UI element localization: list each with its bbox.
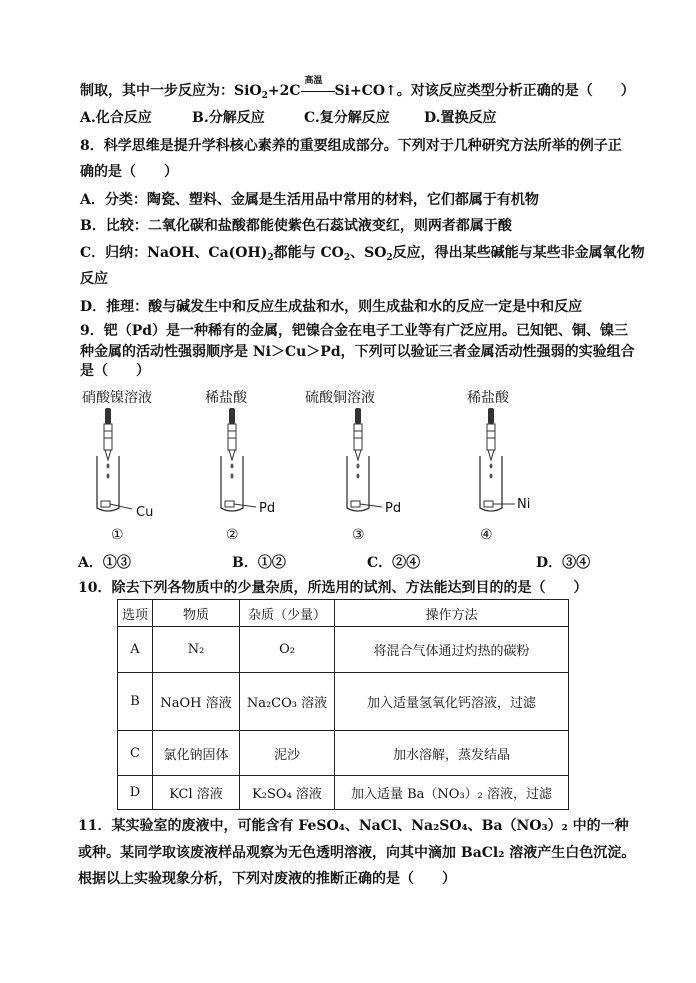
tube-2-reagent: 稀盐酸 bbox=[205, 390, 247, 406]
row-d-option: D bbox=[118, 776, 153, 810]
row-c-substance: 氯化钠固体 bbox=[153, 731, 240, 776]
q7-text-pre: 制取，其中一步反应为：SiO bbox=[80, 83, 262, 99]
q10-stem: 10．除去下列各物质中的少量杂质，所选用的试剂、方法能达到目的的是（ ） bbox=[78, 580, 588, 596]
q8-c-sub3: 2 bbox=[386, 253, 393, 263]
q7-option-b: B.分解反应 bbox=[192, 110, 265, 126]
q11-line-2: 或种。某同学取该废液样品观察为无色透明溶液，向其中滴加 BaCl₂ 溶液产生白色沉淀。 bbox=[78, 845, 636, 861]
q8-option-b: B．比较：二氧化碳和盐酸都能使紫色石蕊试液变红，则两者都属于酸 bbox=[80, 218, 512, 234]
tube-1-number: ① bbox=[111, 527, 124, 543]
q9-answer-b: B．①② bbox=[232, 555, 286, 571]
q11-line-1: 11．某实验室的废液中，可能含有 FeSO₄、NaCl、Na₂SO₄、Ba（NO₃）₂ 中的一种 bbox=[78, 818, 629, 834]
dropper-tube-4 bbox=[480, 408, 515, 511]
q10-table bbox=[117, 599, 569, 810]
row-c-method: 加水溶解，蒸发结晶 bbox=[335, 731, 569, 776]
tube-1-reagent: 硝酸镍溶液 bbox=[82, 390, 152, 406]
row-b-impurity: Na₂CO₃ 溶液 bbox=[240, 673, 335, 731]
tube-2-metal: Pd bbox=[259, 501, 276, 516]
tube-4-metal: Ni bbox=[517, 497, 531, 512]
row-c-impurity: 泥沙 bbox=[240, 731, 335, 776]
table-header-row bbox=[118, 600, 569, 627]
row-d-impurity: K₂SO₄ 溶液 bbox=[240, 776, 335, 810]
table-row bbox=[118, 673, 569, 731]
table-row bbox=[118, 627, 569, 673]
q8-c-pre: C．归纳：NaOH、Ca(OH) bbox=[80, 245, 268, 261]
q8-c-post: 反应，得出某些碱能与某些非金属氧化物 bbox=[392, 245, 645, 261]
q7-options bbox=[80, 109, 497, 127]
header-impurity: 杂质（少量） bbox=[240, 600, 335, 627]
row-b-substance: NaOH 溶液 bbox=[153, 673, 240, 731]
q9-answer-d: D．③④ bbox=[536, 555, 591, 571]
q7-text-plus: +2C bbox=[267, 83, 301, 99]
q7-text-post: Si+CO↑。对该反应类型分析正确的是（ ） bbox=[334, 83, 635, 99]
tube-3-reagent: 硫酸铜溶液 bbox=[305, 390, 375, 406]
q8-stem-1: 8．科学思维是提升学科核心素养的重要组成部分。下列对于几种研究方法所举的例子正 bbox=[80, 138, 622, 154]
row-b-option: B bbox=[118, 673, 153, 731]
row-d-method: 加入适量 Ba（NO₃）₂ 溶液，过滤 bbox=[335, 776, 569, 810]
tube-2-number: ② bbox=[226, 527, 239, 543]
test-tube-figure bbox=[0, 400, 696, 560]
q7-line bbox=[80, 76, 635, 101]
q9-stem-3: 是（ ） bbox=[80, 363, 150, 379]
q8-option-c bbox=[80, 244, 645, 262]
tube-3-metal: Pd bbox=[385, 501, 402, 516]
table-row bbox=[118, 776, 569, 810]
q7-option-a: A.化合反应 bbox=[80, 110, 152, 126]
reaction-condition: 高温 bbox=[304, 76, 323, 86]
q8-c-mid2: 、SO bbox=[350, 245, 387, 261]
q7-option-d: D.置换反应 bbox=[424, 110, 497, 126]
tube-4-number: ④ bbox=[480, 527, 493, 543]
row-d-substance: KCl 溶液 bbox=[153, 776, 240, 810]
row-b-method: 加入适量氢氧化钙溶液，过滤 bbox=[335, 673, 569, 731]
q8-c-mid1: 都能与 CO bbox=[273, 245, 344, 261]
q8-stem-2: 确的是（ ） bbox=[80, 164, 178, 180]
header-substance: 物质 bbox=[153, 600, 240, 627]
row-a-substance: N₂ bbox=[153, 627, 240, 673]
row-c-option: C bbox=[118, 731, 153, 776]
q9-answer-c: C．②④ bbox=[367, 555, 421, 571]
q8-option-c-cont: 反应 bbox=[80, 271, 108, 287]
table-row bbox=[118, 731, 569, 776]
dropper-tube-1 bbox=[97, 408, 132, 511]
tube-3-number: ③ bbox=[352, 527, 365, 543]
q9-stem-1: 9．钯（Pd）是一种稀有的金属，钯镍合金在电子工业等有广泛应用。已知钯、铜、镍三 bbox=[80, 323, 629, 339]
header-method: 操作方法 bbox=[335, 600, 569, 627]
dropper-tube-3 bbox=[347, 408, 382, 511]
q9-stem-2: 种金属的活动性强弱顺序是 Ni＞Cu＞Pd，下列可以验证三者金属活动性强弱的实验组合 bbox=[80, 344, 635, 360]
dropper-tube-2 bbox=[221, 408, 256, 511]
row-a-option: A bbox=[118, 627, 153, 673]
q8-option-a: A．分类：陶瓷、塑料、金属是生活用品中常用的材料，它们都属于有机物 bbox=[80, 192, 539, 208]
row-a-method: 将混合气体通过灼热的碳粉 bbox=[335, 627, 569, 673]
q11-line-3: 根据以上实验现象分析，下列对废液的推断正确的是（ ） bbox=[78, 871, 456, 887]
q7-option-c: C.复分解反应 bbox=[304, 110, 390, 126]
q9-answer-a: A．①③ bbox=[78, 555, 131, 571]
q8-c-sub2: 2 bbox=[343, 253, 351, 263]
row-a-impurity: O₂ bbox=[240, 627, 335, 673]
tube-1-metal: Cu bbox=[136, 505, 154, 520]
reaction-arrow bbox=[301, 76, 335, 98]
q8-c-sub1: 2 bbox=[267, 253, 274, 263]
header-option: 选项 bbox=[118, 600, 153, 627]
tube-4-reagent: 稀盐酸 bbox=[467, 390, 509, 406]
q8-option-d: D．推理：酸与碱发生中和反应生成盐和水，则生成盐和水的反应一定是中和反应 bbox=[80, 299, 583, 315]
q7-subscript: 2 bbox=[261, 91, 268, 101]
